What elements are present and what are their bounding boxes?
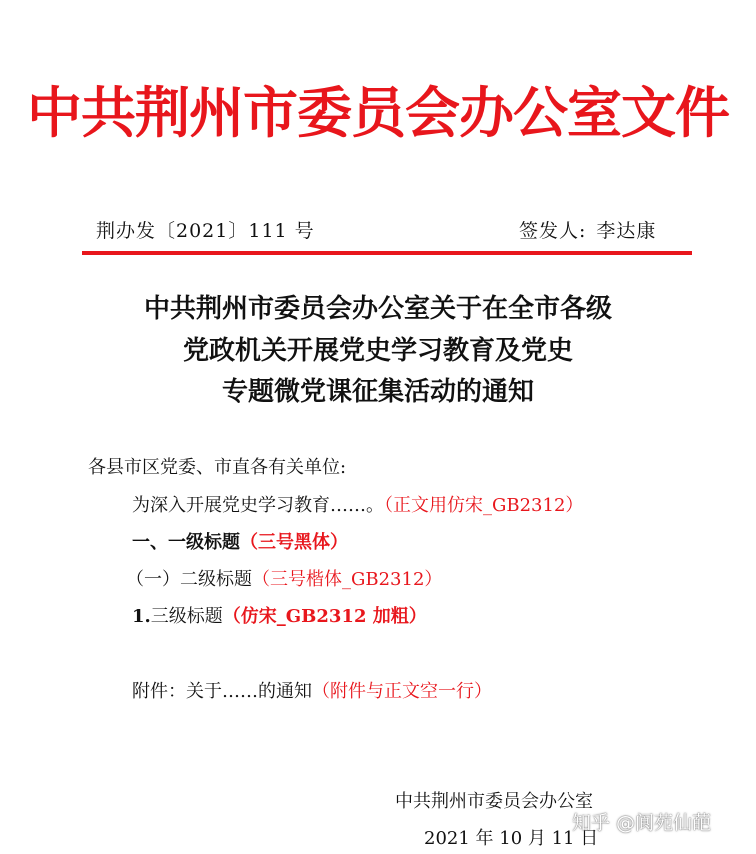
- document-header-title: 中共荆州市委员会办公室文件: [26, 81, 729, 145]
- issue-date: 2021 年 10 月 11 日: [424, 828, 599, 849]
- attachment-format-note: （附件与正文空一行）: [312, 681, 492, 702]
- signer-label: 签发人:: [519, 220, 587, 242]
- heading-level-1: [132, 530, 348, 556]
- heading1-format-note: （三号黑体）: [240, 532, 348, 553]
- document-title-line-1: 中共荆州市委员会办公室关于在全市各级: [143, 294, 612, 324]
- heading-level-2: [126, 567, 442, 593]
- signer: [519, 216, 656, 243]
- heading1-text: 一、一级标题: [132, 532, 240, 553]
- heading2-text: （一）二级标题: [126, 569, 252, 590]
- paragraph-text: 为深入开展党史学习教育……。: [132, 495, 384, 516]
- heading3-format-note: （仿宋_GB2312 加粗）: [222, 606, 427, 627]
- red-separator-line: [82, 251, 692, 255]
- heading-level-3: [132, 604, 427, 630]
- paragraph-format-note: （正文用仿宋_GB2312）: [384, 495, 584, 516]
- attachment-text: 附件：关于……的通知: [132, 681, 312, 702]
- body-paragraph: [132, 493, 583, 519]
- heading3-text: 三级标题: [150, 606, 223, 627]
- signer-name: 李达康: [596, 220, 657, 242]
- attachment-line: [132, 679, 492, 705]
- document-title-line-2: 党政机关开展党史学习教育及党史: [182, 336, 573, 366]
- addressee: 各县市区党委、市直各有关单位:: [88, 457, 347, 478]
- issuer-name: 中共荆州市委员会办公室: [395, 791, 593, 812]
- document-title-line-3: 专题微党课征集活动的通知: [221, 377, 534, 407]
- heading3-number: 1.: [132, 606, 151, 627]
- document-number: 荆办发〔2021〕111 号: [96, 220, 315, 242]
- heading2-format-note: （三号楷体_GB2312）: [252, 569, 443, 590]
- watermark: 知乎 @阆苑仙葩: [572, 812, 712, 834]
